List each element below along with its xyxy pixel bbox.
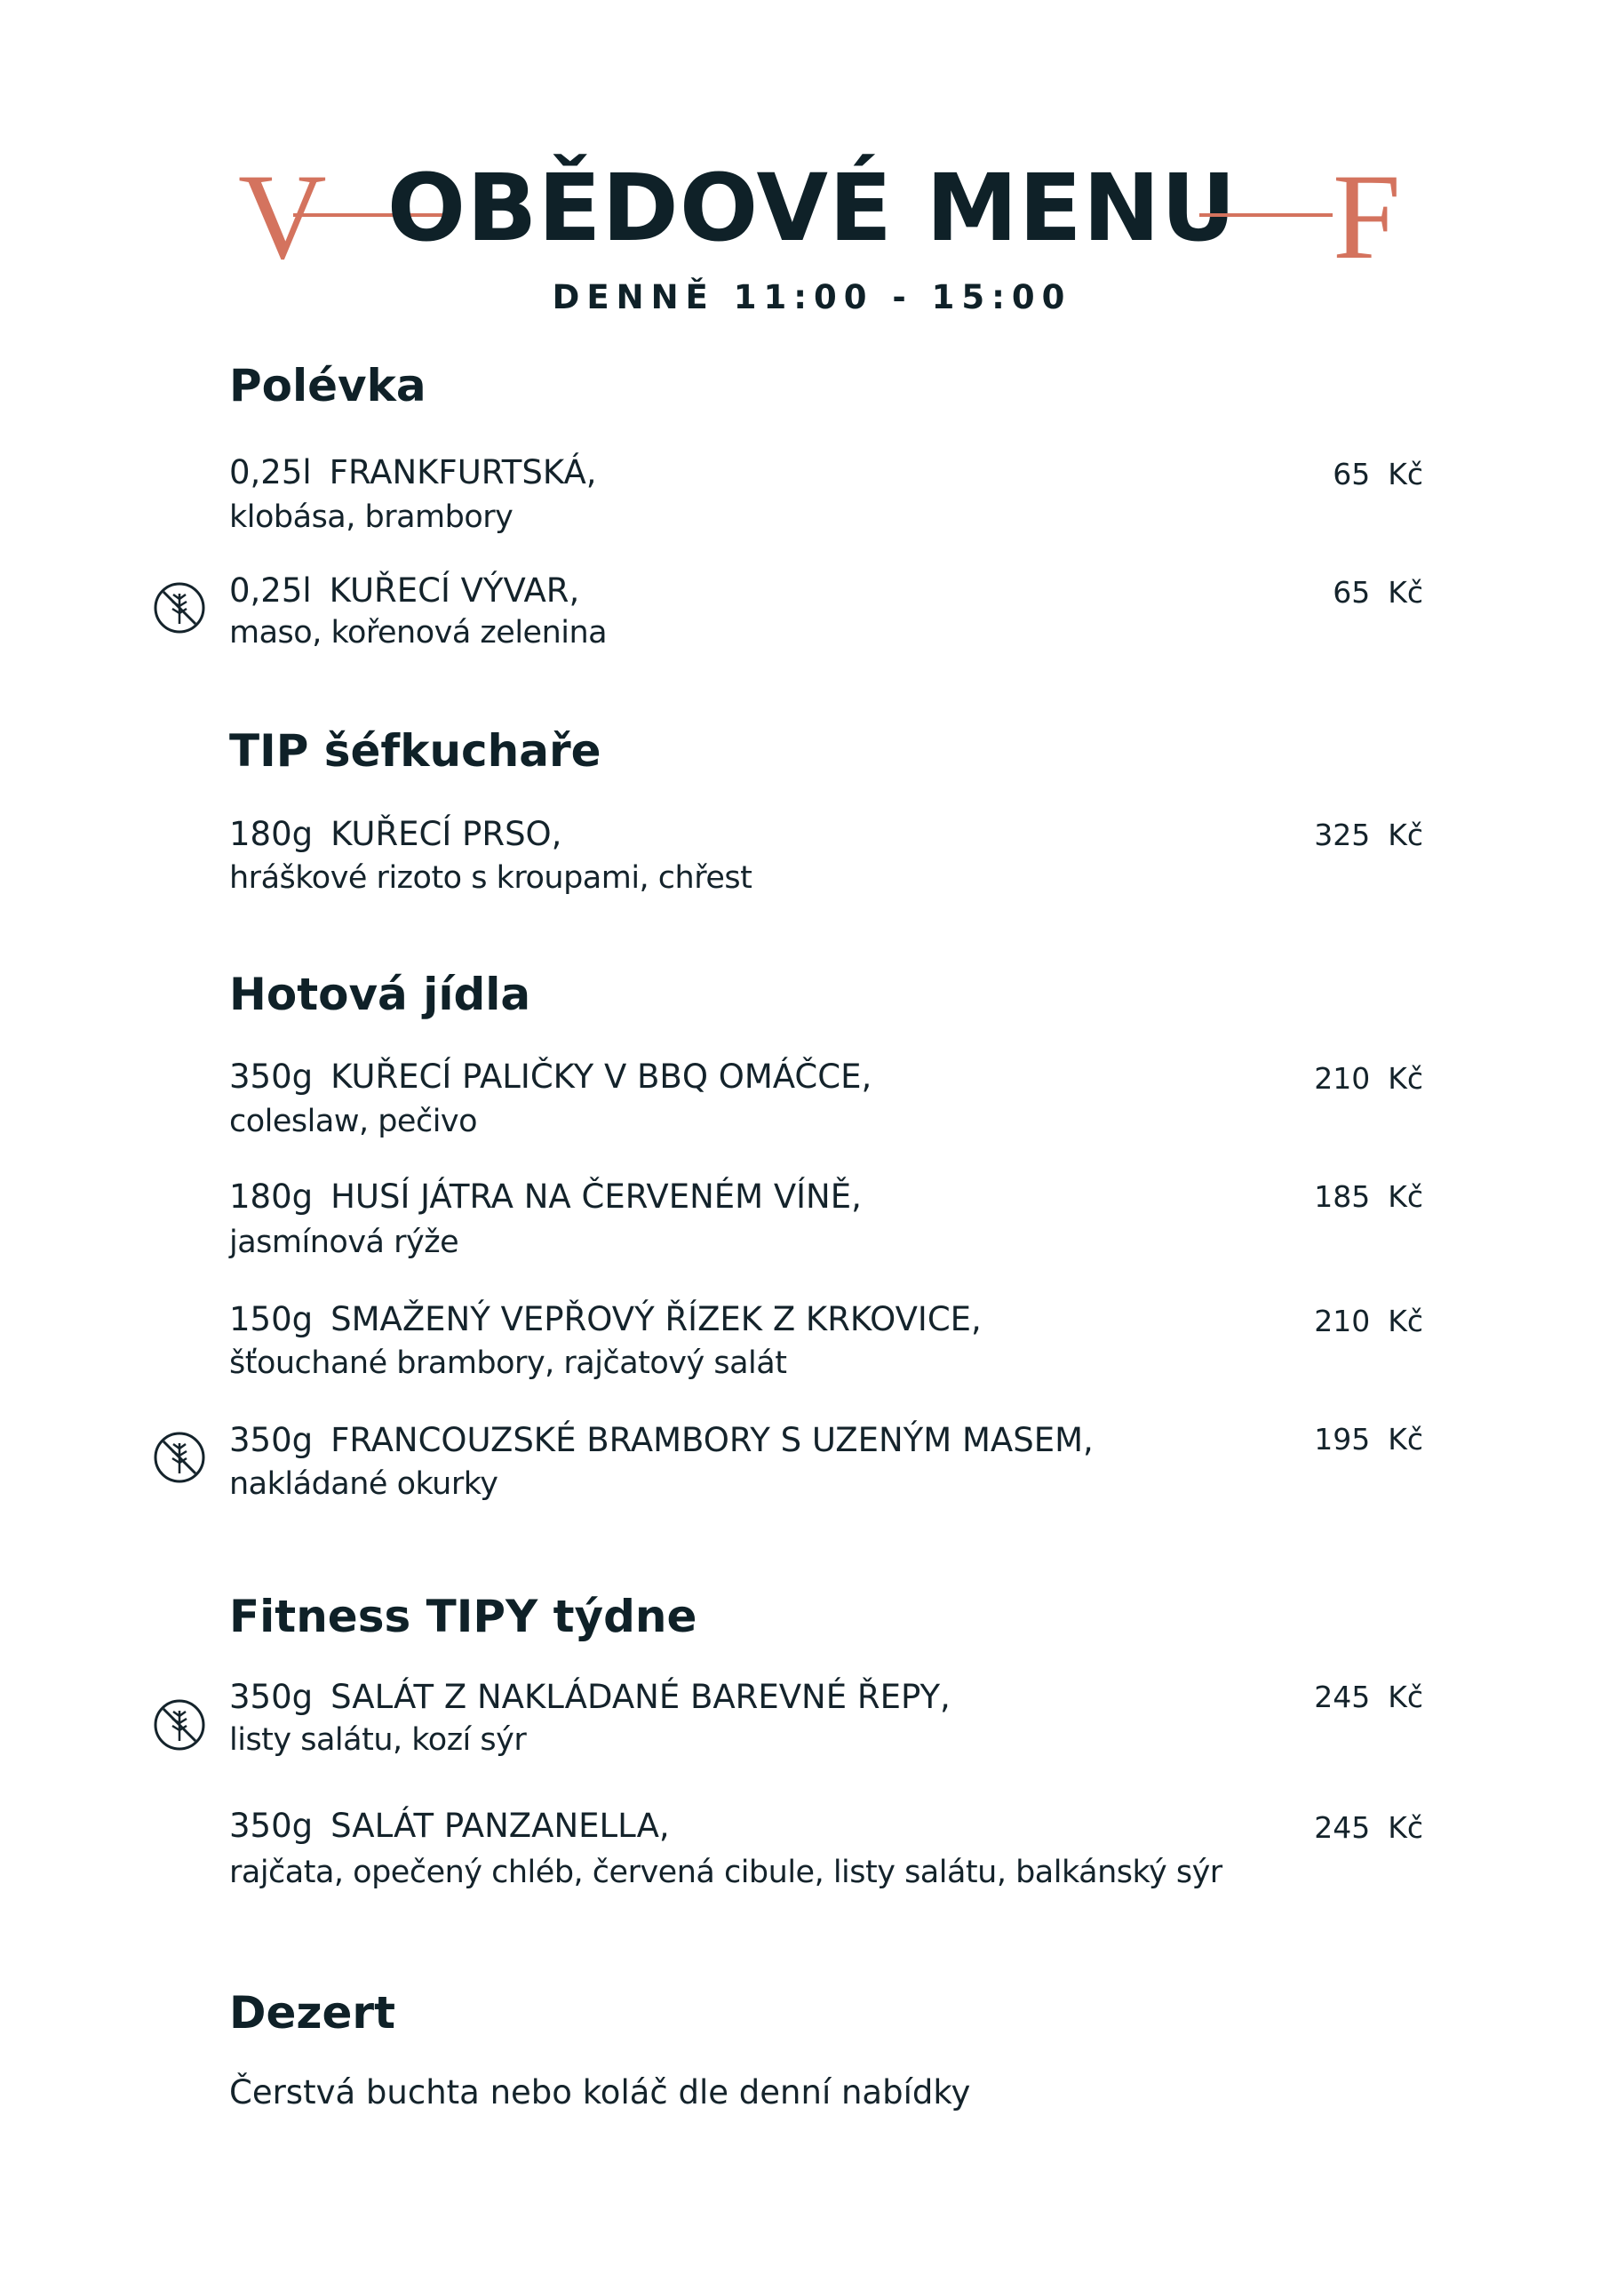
menu-item-desc: hráškové rizoto s kroupami, chřest (229, 860, 752, 896)
section-title-dessert: Dezert (229, 1987, 395, 2039)
svg-text:F: F (1333, 158, 1401, 265)
price-currency: Kč (1388, 818, 1423, 852)
price-currency: Kč (1388, 1304, 1423, 1338)
item-title: KUŘECÍ PALIČKY V BBQ OMÁČCE, (330, 1058, 872, 1096)
section-title-chef-tip: TIP šéfkuchaře (229, 725, 601, 777)
gluten-free-icon (153, 1431, 206, 1484)
section-title-main-dishes: Hotová jídla (229, 969, 531, 1020)
item-title: SMAŽENÝ VEPŘOVÝ ŘÍZEK Z KRKOVICE, (330, 1300, 982, 1338)
price-value: 245 (1314, 1680, 1371, 1714)
section-title-fitness: Fitness TIPY týdne (229, 1591, 697, 1642)
menu-item-desc: šťouchané brambory, rajčatový salát (229, 1345, 787, 1381)
logo-f-mark (1199, 158, 1421, 265)
menu-item-name (229, 1177, 862, 1216)
menu-item-price (1314, 1061, 1423, 1096)
menu-item-price (1333, 575, 1423, 610)
price-value: 325 (1314, 818, 1371, 852)
page-title: OBĚDOVÉ MENU (386, 154, 1238, 262)
menu-item-desc: maso, kořenová zelenina (229, 615, 608, 651)
menu-item-name (229, 1058, 872, 1096)
item-title: HUSÍ JÁTRA NA ČERVENÉM VÍNĚ, (330, 1177, 862, 1216)
price-currency: Kč (1388, 457, 1423, 491)
menu-item-price (1314, 1422, 1423, 1457)
menu-item-name (229, 1300, 982, 1338)
section-title-soup: Polévka (229, 360, 426, 411)
svg-text:V: V (238, 158, 327, 265)
menu-item-name (229, 1807, 670, 1845)
menu-item-desc: coleslaw, pečivo (229, 1104, 478, 1139)
price-currency: Kč (1388, 1810, 1423, 1845)
item-weight: 0,25l (229, 571, 312, 610)
menu-item-desc: klobása, brambory (229, 499, 513, 535)
menu-item-name (229, 1421, 1094, 1459)
menu-item-name (229, 815, 561, 853)
item-title: FRANKFURTSKÁ, (329, 453, 597, 491)
item-title: SALÁT Z NAKLÁDANÉ BAREVNÉ ŘEPY, (330, 1678, 951, 1716)
menu-item-price (1314, 818, 1423, 852)
menu-item-desc: nakládané okurky (229, 1466, 498, 1502)
menu-item-desc: listy salátu, kozí sýr (229, 1722, 527, 1758)
price-currency: Kč (1388, 1422, 1423, 1457)
menu-item-price (1314, 1304, 1423, 1338)
opening-hours: DENNĚ 11:00 - 15:00 (552, 278, 1072, 316)
item-weight: 180g (229, 1177, 314, 1216)
item-weight: 150g (229, 1300, 314, 1338)
item-weight: 350g (229, 1678, 314, 1716)
item-title: SALÁT PANZANELLA, (330, 1807, 670, 1845)
menu-item-name (229, 453, 597, 491)
gluten-free-icon (153, 1698, 206, 1752)
item-weight: 0,25l (229, 453, 312, 491)
dessert-description: Čerstvá buchta nebo koláč dle denní nabídky (229, 2073, 971, 2111)
item-weight: 180g (229, 815, 314, 853)
item-title: KUŘECÍ VÝVAR, (329, 571, 580, 610)
menu-item-price (1314, 1680, 1423, 1714)
item-title: KUŘECÍ PRSO, (330, 815, 562, 853)
price-value: 210 (1314, 1061, 1371, 1096)
item-title: FRANCOUZSKÉ BRAMBORY S UZENÝM MASEM, (330, 1421, 1094, 1459)
price-value: 245 (1314, 1810, 1371, 1845)
price-value: 65 (1333, 457, 1371, 491)
price-value: 210 (1314, 1304, 1371, 1338)
menu-item-name (229, 571, 579, 610)
price-value: 185 (1314, 1179, 1371, 1214)
menu-item-price (1314, 1810, 1423, 1845)
price-currency: Kč (1388, 575, 1423, 610)
menu-item-desc: rajčata, opečený chléb, červená cibule, listy salátu, balkánský sýr (229, 1855, 1222, 1890)
item-weight: 350g (229, 1807, 314, 1845)
gluten-free-icon (153, 581, 206, 635)
menu-item-price (1314, 1179, 1423, 1214)
menu-item-price (1333, 457, 1423, 491)
price-value: 65 (1333, 575, 1371, 610)
item-weight: 350g (229, 1058, 314, 1096)
price-currency: Kč (1388, 1179, 1423, 1214)
price-currency: Kč (1388, 1061, 1423, 1096)
price-currency: Kč (1388, 1680, 1423, 1714)
item-weight: 350g (229, 1421, 314, 1459)
menu-item-desc: jasmínová rýže (229, 1225, 459, 1260)
menu-item-name (229, 1678, 951, 1716)
price-value: 195 (1314, 1422, 1371, 1457)
